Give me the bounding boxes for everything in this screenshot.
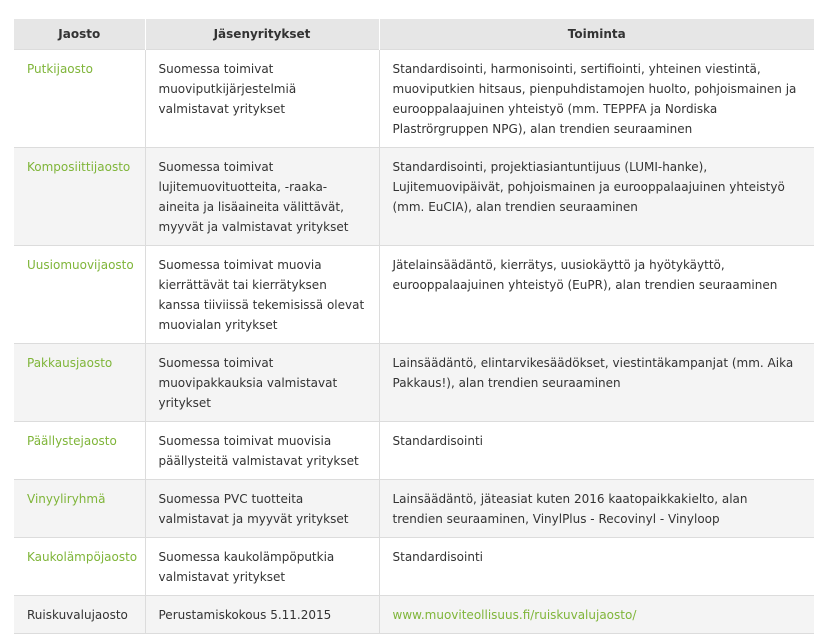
header-jasenyritykset: Jäsenyritykset — [145, 19, 379, 50]
jaosto-name: Ruiskuvalujaosto — [14, 596, 145, 634]
jaosto-name: Uusiomuovijaosto — [14, 246, 145, 344]
table-row — [14, 50, 814, 148]
activities — [379, 596, 814, 634]
member-companies: Suomessa toimivat muovipakkauksia valmistavat yritykset — [145, 344, 379, 422]
header-jaosto: Jaosto — [14, 19, 145, 50]
jaosto-table — [14, 19, 814, 634]
table-row — [14, 480, 814, 538]
table-row — [14, 344, 814, 422]
member-companies: Suomessa kaukolämpöputkia valmistavat yritykset — [145, 538, 379, 596]
activities: Standardisointi, harmonisointi, sertifiointi, yhteinen viestintä, muoviputkien hitsaus, pienpuhdistamojen huolto, pohjoismainen ja eurooppalaajuinen yhteistyö (mm. TEPPFA ja Nordiska Plaströrgruppen NPG), alan trendien seuraaminen — [379, 50, 814, 148]
jaosto-name: Putkijaosto — [14, 50, 145, 148]
jaosto-name: Komposiittijaosto — [14, 148, 145, 246]
member-companies: Suomessa toimivat muoviputkijärjestelmiä valmistavat yritykset — [145, 50, 379, 148]
table-header-row — [14, 19, 814, 50]
activities: Standardisointi — [379, 422, 814, 480]
activities: Jätelainsäädäntö, kierrätys, uusiokäyttö ja hyötykäyttö, eurooppalaajuinen yhteistyö (EuPR), alan trendien seuraaminen — [379, 246, 814, 344]
member-companies: Suomessa PVC tuotteita valmistavat ja myyvät yritykset — [145, 480, 379, 538]
member-companies: Suomessa toimivat muovisia päällysteitä valmistavat yritykset — [145, 422, 379, 480]
member-companies: Suomessa toimivat muovia kierrättävät tai kierrätyksen kanssa tiiviissä tekemisissä olevat muovialan yritykset — [145, 246, 379, 344]
member-companies: Perustamiskokous 5.11.2015 — [145, 596, 379, 634]
jaosto-name: Pakkausjaosto — [14, 344, 145, 422]
activities: Lainsäädäntö, elintarvikesäädökset, viestintäkampanjat (mm. Aika Pakkaus!), alan trendien seuraaminen — [379, 344, 814, 422]
table-row — [14, 148, 814, 246]
activities: Standardisointi, projektiasiantuntijuus (LUMI-hanke), Lujitemuovipäivät, pohjoismainen ja eurooppalaajuinen yhteistyö (mm. EuCIA), alan trendien seuraaminen — [379, 148, 814, 246]
activities: Lainsäädäntö, jäteasiat kuten 2016 kaatopaikkakielto, alan trendien seuraaminen, VinylPlus - Recovinyl - Vinyloop — [379, 480, 814, 538]
jaosto-table-container — [14, 19, 814, 634]
jaosto-name: Kaukolämpöjaosto — [14, 538, 145, 596]
table-row — [14, 596, 814, 634]
table-row — [14, 538, 814, 596]
jaosto-name: Päällystejaosto — [14, 422, 145, 480]
table-row — [14, 246, 814, 344]
header-toiminta: Toiminta — [379, 19, 814, 50]
activities: Standardisointi — [379, 538, 814, 596]
jaosto-name: Vinyyliryhmä — [14, 480, 145, 538]
ruiskuvalujaosto-link[interactable]: www.muoviteollisuus.fi/ruiskuvalujaosto/ — [392, 608, 637, 622]
member-companies: Suomessa toimivat lujitemuovituotteita, -raaka-aineita ja lisäaineita välittävät, myyvät ja valmistavat yritykset — [145, 148, 379, 246]
table-row — [14, 422, 814, 480]
